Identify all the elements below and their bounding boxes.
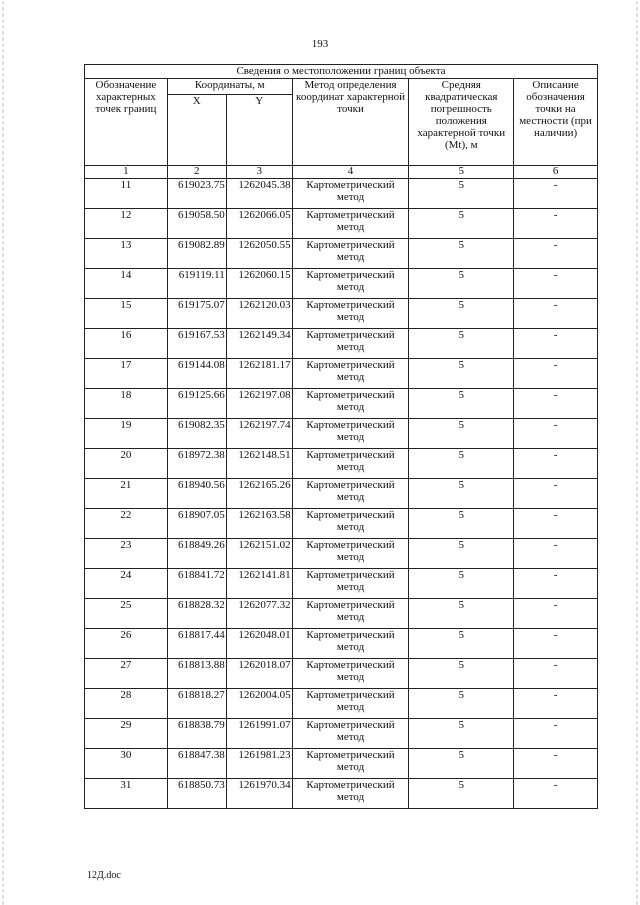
point-id-cell: 19 <box>85 419 168 449</box>
method-cell: Картометрический метод <box>292 569 409 599</box>
point-id-cell: 13 <box>85 239 168 269</box>
point-id-cell: 24 <box>85 569 168 599</box>
y-coordinate-cell: 1262181.17 <box>226 359 292 389</box>
method-cell: Картометрический метод <box>292 269 409 299</box>
description-cell: - <box>514 419 598 449</box>
y-coordinate-cell: 1262163.58 <box>226 509 292 539</box>
y-coordinate-cell: 1262165.26 <box>226 479 292 509</box>
table-row <box>85 419 598 449</box>
method-cell: Картометрический метод <box>292 179 409 209</box>
method-cell: Картометрический метод <box>292 539 409 569</box>
description-cell: - <box>514 299 598 329</box>
column-number: 3 <box>226 166 292 179</box>
point-id-cell: 22 <box>85 509 168 539</box>
point-id-cell: 18 <box>85 389 168 419</box>
description-cell: - <box>514 689 598 719</box>
header-point-designation: Обозначение характерных точек границ <box>85 79 168 166</box>
table-row <box>85 389 598 419</box>
column-number: 4 <box>292 166 409 179</box>
y-coordinate-cell: 1262048.01 <box>226 629 292 659</box>
x-coordinate-cell: 618849.26 <box>167 539 226 569</box>
method-cell: Картометрический метод <box>292 359 409 389</box>
description-cell: - <box>514 779 598 809</box>
accuracy-cell: 5 <box>409 629 514 659</box>
method-cell: Картометрический метод <box>292 479 409 509</box>
x-coordinate-cell: 619125.66 <box>167 389 226 419</box>
method-cell: Картометрический метод <box>292 659 409 689</box>
y-coordinate-cell: 1262149.34 <box>226 329 292 359</box>
table-row <box>85 269 598 299</box>
y-coordinate-cell: 1262197.74 <box>226 419 292 449</box>
x-coordinate-cell: 619058.50 <box>167 209 226 239</box>
x-coordinate-cell: 618813.88 <box>167 659 226 689</box>
table-row <box>85 719 598 749</box>
accuracy-cell: 5 <box>409 749 514 779</box>
method-cell: Картометрический метод <box>292 749 409 779</box>
method-cell: Картометрический метод <box>292 389 409 419</box>
table-row <box>85 299 598 329</box>
point-id-cell: 12 <box>85 209 168 239</box>
point-id-cell: 11 <box>85 179 168 209</box>
x-coordinate-cell: 618838.79 <box>167 719 226 749</box>
x-coordinate-cell: 618818.27 <box>167 689 226 719</box>
right-edge-scan-marks <box>636 0 638 905</box>
left-edge-scan-marks <box>2 0 4 905</box>
y-coordinate-cell: 1261981.23 <box>226 749 292 779</box>
description-cell: - <box>514 569 598 599</box>
method-cell: Картометрический метод <box>292 509 409 539</box>
column-number: 1 <box>85 166 168 179</box>
method-cell: Картометрический метод <box>292 629 409 659</box>
point-id-cell: 14 <box>85 269 168 299</box>
point-id-cell: 25 <box>85 599 168 629</box>
point-id-cell: 29 <box>85 719 168 749</box>
method-cell: Картометрический метод <box>292 299 409 329</box>
x-coordinate-cell: 618841.72 <box>167 569 226 599</box>
table-row <box>85 479 598 509</box>
y-coordinate-cell: 1262141.81 <box>226 569 292 599</box>
table-row <box>85 539 598 569</box>
y-coordinate-cell: 1262151.02 <box>226 539 292 569</box>
header-y: Y <box>226 95 292 166</box>
x-coordinate-cell: 618817.44 <box>167 629 226 659</box>
table-row <box>85 629 598 659</box>
point-id-cell: 23 <box>85 539 168 569</box>
header-coordinates: Координаты, м <box>167 79 292 95</box>
method-cell: Картометрический метод <box>292 329 409 359</box>
y-coordinate-cell: 1261991.07 <box>226 719 292 749</box>
x-coordinate-cell: 619119.11 <box>167 269 226 299</box>
point-id-cell: 30 <box>85 749 168 779</box>
point-id-cell: 21 <box>85 479 168 509</box>
accuracy-cell: 5 <box>409 449 514 479</box>
x-coordinate-cell: 618847.38 <box>167 749 226 779</box>
accuracy-cell: 5 <box>409 569 514 599</box>
accuracy-cell: 5 <box>409 389 514 419</box>
footer-filename: 12Д.doc <box>87 870 121 881</box>
y-coordinate-cell: 1262004.05 <box>226 689 292 719</box>
point-id-cell: 27 <box>85 659 168 689</box>
description-cell: - <box>514 359 598 389</box>
y-coordinate-cell: 1262018.07 <box>226 659 292 689</box>
accuracy-cell: 5 <box>409 779 514 809</box>
table-row <box>85 509 598 539</box>
description-cell: - <box>514 449 598 479</box>
method-cell: Картометрический метод <box>292 449 409 479</box>
table-row <box>85 689 598 719</box>
table-row <box>85 779 598 809</box>
table-caption: Сведения о местоположении границ объекта <box>85 65 598 79</box>
method-cell: Картометрический метод <box>292 689 409 719</box>
accuracy-cell: 5 <box>409 719 514 749</box>
description-cell: - <box>514 329 598 359</box>
table-row <box>85 239 598 269</box>
description-cell: - <box>514 629 598 659</box>
point-id-cell: 20 <box>85 449 168 479</box>
table-row <box>85 749 598 779</box>
table-row <box>85 569 598 599</box>
table-row <box>85 209 598 239</box>
accuracy-cell: 5 <box>409 509 514 539</box>
table-row <box>85 659 598 689</box>
table-row <box>85 359 598 389</box>
description-cell: - <box>514 599 598 629</box>
description-cell: - <box>514 209 598 239</box>
method-cell: Картометрический метод <box>292 719 409 749</box>
method-cell: Картометрический метод <box>292 419 409 449</box>
x-coordinate-cell: 618907.05 <box>167 509 226 539</box>
point-id-cell: 26 <box>85 629 168 659</box>
description-cell: - <box>514 179 598 209</box>
method-cell: Картометрический метод <box>292 239 409 269</box>
method-cell: Картометрический метод <box>292 599 409 629</box>
y-coordinate-cell: 1262197.08 <box>226 389 292 419</box>
y-coordinate-cell: 1262050.55 <box>226 239 292 269</box>
description-cell: - <box>514 479 598 509</box>
method-cell: Картометрический метод <box>292 209 409 239</box>
x-coordinate-cell: 619082.35 <box>167 419 226 449</box>
description-cell: - <box>514 389 598 419</box>
accuracy-cell: 5 <box>409 689 514 719</box>
description-cell: - <box>514 659 598 689</box>
table-row <box>85 449 598 479</box>
boundary-coordinates-table <box>84 64 598 809</box>
x-coordinate-cell: 618972.38 <box>167 449 226 479</box>
column-number: 6 <box>514 166 598 179</box>
point-id-cell: 15 <box>85 299 168 329</box>
header-accuracy: Средняя квадратическая погрешность положения характерной точки (Mt), м <box>409 79 514 166</box>
description-cell: - <box>514 749 598 779</box>
y-coordinate-cell: 1261970.34 <box>226 779 292 809</box>
description-cell: - <box>514 239 598 269</box>
accuracy-cell: 5 <box>409 329 514 359</box>
x-coordinate-cell: 619144.08 <box>167 359 226 389</box>
description-cell: - <box>514 269 598 299</box>
accuracy-cell: 5 <box>409 659 514 689</box>
point-id-cell: 31 <box>85 779 168 809</box>
description-cell: - <box>514 509 598 539</box>
table-row <box>85 179 598 209</box>
accuracy-cell: 5 <box>409 299 514 329</box>
page-number: 193 <box>311 38 329 50</box>
y-coordinate-cell: 1262045.38 <box>226 179 292 209</box>
column-number: 2 <box>167 166 226 179</box>
point-id-cell: 17 <box>85 359 168 389</box>
accuracy-cell: 5 <box>409 479 514 509</box>
x-coordinate-cell: 619167.53 <box>167 329 226 359</box>
table-body <box>85 179 598 809</box>
x-coordinate-cell: 618940.56 <box>167 479 226 509</box>
y-coordinate-cell: 1262077.32 <box>226 599 292 629</box>
accuracy-cell: 5 <box>409 539 514 569</box>
y-coordinate-cell: 1262060.15 <box>226 269 292 299</box>
description-cell: - <box>514 539 598 569</box>
header-method: Метод определения координат характерной точки <box>292 79 409 166</box>
table-row <box>85 329 598 359</box>
header-description: Описание обозначения точки на местности (при наличии) <box>514 79 598 166</box>
x-coordinate-cell: 619175.07 <box>167 299 226 329</box>
x-coordinate-cell: 619023.75 <box>167 179 226 209</box>
y-coordinate-cell: 1262120.03 <box>226 299 292 329</box>
accuracy-cell: 5 <box>409 419 514 449</box>
table-row <box>85 599 598 629</box>
point-id-cell: 16 <box>85 329 168 359</box>
x-coordinate-cell: 618850.73 <box>167 779 226 809</box>
y-coordinate-cell: 1262148.51 <box>226 449 292 479</box>
accuracy-cell: 5 <box>409 179 514 209</box>
x-coordinate-cell: 618828.32 <box>167 599 226 629</box>
accuracy-cell: 5 <box>409 359 514 389</box>
accuracy-cell: 5 <box>409 269 514 299</box>
point-id-cell: 28 <box>85 689 168 719</box>
accuracy-cell: 5 <box>409 209 514 239</box>
accuracy-cell: 5 <box>409 239 514 269</box>
x-coordinate-cell: 619082.89 <box>167 239 226 269</box>
method-cell: Картометрический метод <box>292 779 409 809</box>
description-cell: - <box>514 719 598 749</box>
y-coordinate-cell: 1262066.05 <box>226 209 292 239</box>
header-x: X <box>167 95 226 166</box>
accuracy-cell: 5 <box>409 599 514 629</box>
column-number: 5 <box>409 166 514 179</box>
